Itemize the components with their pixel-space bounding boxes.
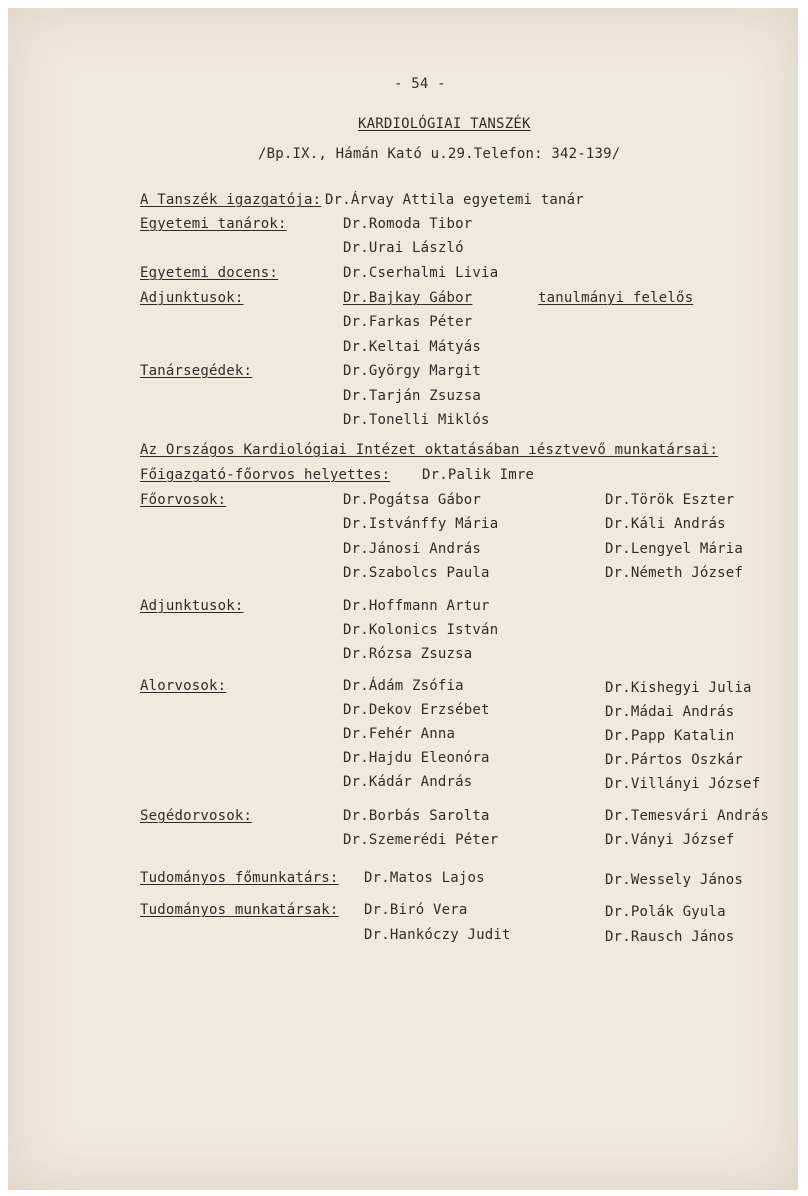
director-label: A Tanszék igazgatója: — [140, 192, 322, 208]
page-number: - 54 - — [394, 76, 446, 92]
junior-physician-name: Dr.Kádár András — [343, 774, 473, 790]
junior-physician-name: Dr.Mádai András — [605, 704, 735, 720]
assistant-physicians-label: Segédorvosok: — [140, 808, 253, 824]
professor-name: Dr.Urai László — [343, 240, 464, 256]
professor-name: Dr.Romoda Tibor — [343, 216, 473, 232]
chief-physician-name: Dr.Jánosi András — [343, 541, 482, 557]
adjuncts-label: Adjunktusok: — [140, 290, 244, 306]
assistant-name: Dr.Tarján Zsuzsa — [343, 388, 482, 404]
assistant-physician-name: Dr.Szemerédi Péter — [343, 832, 499, 848]
junior-physician-name: Dr.Papp Katalin — [605, 728, 735, 744]
deputy-label: Főigazgató-főorvos helyettes: — [140, 467, 391, 483]
assistant-physician-name: Dr.Temesvári András — [605, 808, 769, 824]
assistant-name: Dr.György Margit — [343, 363, 482, 379]
junior-physician-name: Dr.Villányi József — [605, 776, 761, 792]
institute-intro: Az Országos Kardiológiai Intézet oktatásában ıésztvevő munkatársai: — [140, 442, 719, 458]
junior-physician-name: Dr.Ádám Zsófia — [343, 678, 464, 694]
deputy-value: Dr.Palik Imre — [422, 467, 535, 483]
researcher-name: Dr.Hankóczy Judit — [364, 927, 511, 943]
assistant-physician-name: Dr.Ványi József — [605, 832, 735, 848]
docent-name: Dr.Cserhalmi Livia — [343, 265, 499, 281]
chief-physicians-label: Főorvosok: — [140, 492, 227, 508]
senior-researcher-name: Dr.Wessely János — [605, 872, 744, 888]
researcher-name: Dr.Biró Vera — [364, 902, 468, 918]
director-value: Dr.Árvay Attila egyetemi tanár — [325, 192, 584, 208]
chief-physician-name: Dr.Török Eszter — [605, 492, 735, 508]
institute-adjunct-name: Dr.Kolonics István — [343, 622, 499, 638]
junior-physician-name: Dr.Pártos Oszkár — [605, 752, 744, 768]
junior-physicians-label: Alorvosok: — [140, 678, 227, 694]
junior-physician-name: Dr.Hajdu Eleonóra — [343, 750, 490, 766]
docent-label: Egyetemi docens: — [140, 265, 279, 281]
chief-physician-name: Dr.Káli András — [605, 516, 726, 532]
researcher-name: Dr.Rausch János — [605, 929, 735, 945]
chief-physician-name: Dr.Pogátsa Gábor — [343, 492, 482, 508]
senior-research-label: Tudományos főmunkatárs: — [140, 870, 339, 886]
adjunct-name: Dr.Farkas Péter — [343, 314, 473, 330]
senior-researcher-name: Dr.Matos Lajos — [364, 870, 485, 886]
adjunct-name: Dr.Bajkay Gábor — [343, 290, 473, 306]
document-page — [8, 8, 798, 1190]
department-address: /Bp.IX., Hámán Kató u.29.Telefon: 342-139/ — [258, 146, 621, 162]
institute-adjuncts-label: Adjunktusok: — [140, 598, 244, 614]
institute-adjunct-name: Dr.Hoffmann Artur — [343, 598, 490, 614]
assistant-physician-name: Dr.Borbás Sarolta — [343, 808, 490, 824]
institute-adjunct-name: Dr.Rózsa Zsuzsa — [343, 646, 473, 662]
adjunct-note: tanulmányi felelős — [538, 290, 694, 306]
chief-physician-name: Dr.Istvánffy Mária — [343, 516, 499, 532]
researcher-name: Dr.Polák Gyula — [605, 904, 726, 920]
assistants-label: Tanársegédek: — [140, 363, 253, 379]
junior-physician-name: Dr.Fehér Anna — [343, 726, 456, 742]
research-staff-label: Tudományos munkatársak: — [140, 902, 339, 918]
chief-physician-name: Dr.Lengyel Mária — [605, 541, 744, 557]
department-title: KARDIOLÓGIAI TANSZÉK — [358, 116, 531, 132]
chief-physician-name: Dr.Németh József — [605, 565, 744, 581]
junior-physician-name: Dr.Dekov Erzsébet — [343, 702, 490, 718]
junior-physician-name: Dr.Kishegyi Julia — [605, 680, 752, 696]
professors-label: Egyetemi tanárok: — [140, 216, 287, 232]
chief-physician-name: Dr.Szabolcs Paula — [343, 565, 490, 581]
assistant-name: Dr.Tonelli Miklós — [343, 412, 490, 428]
adjunct-name: Dr.Keltai Mátyás — [343, 339, 482, 355]
